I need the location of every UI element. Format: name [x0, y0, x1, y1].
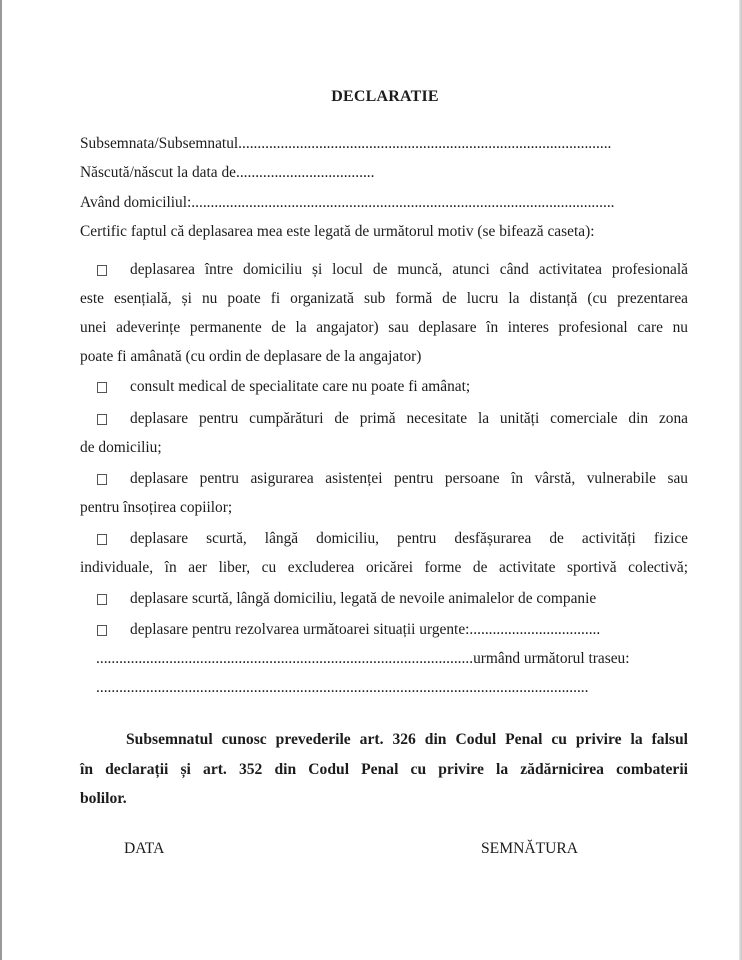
name-field[interactable]: Subsemnata/Subsemnatul................................................................................................. — [80, 135, 612, 152]
page-edge-left — [0, 0, 2, 960]
statement-line-1: Subsemnatul cunosc prevederile art. 326 din Codul Penal cu privire la falsul — [126, 731, 688, 748]
certify-instruction: Certific faptul că deplasarea mea este legată de următorul motiv (se bifează caseta): — [80, 223, 595, 240]
signature-label: SEMNĂTURA — [481, 840, 579, 857]
route-details-line[interactable]: ................................................................................................................................ — [96, 679, 589, 696]
medical-checkbox[interactable] — [97, 382, 107, 393]
exercise-checkbox[interactable] — [97, 534, 107, 545]
assistance-reason-line-2: pentru însoțirea copiilor; — [80, 499, 233, 516]
pets-checkbox[interactable] — [97, 594, 107, 605]
pets-reason-line-1: deplasare scurtă, lângă domiciliu, legată de nevoile animalelor de companie — [130, 590, 597, 607]
work-reason-line-3: unei adeverințe permanente de la angajator) sau deplasare în interes profesional care nu — [80, 319, 688, 336]
work-reason-line-2: este esențială, și nu poate fi organizată sub formă de lucru la distanță (cu prezentarea — [80, 290, 688, 307]
statement-line-2: în declarații și art. 352 din Codul Penal cu privire la zădărnicirea combaterii — [80, 761, 688, 778]
shopping-checkbox[interactable] — [97, 414, 107, 425]
assistance-checkbox[interactable] — [97, 474, 107, 485]
work-reason-line-4: poate fi amânată (cu ordin de deplasare de la angajator) — [80, 348, 422, 365]
shopping-reason-line-1: deplasare pentru cumpărături de primă necesitate la unități comerciale din zona — [130, 410, 688, 427]
assistance-reason-line-1: deplasare pentru asigurarea asistenței pentru persoane în vârstă, vulnerabile sau — [130, 470, 688, 487]
statement-line-3: bolilor. — [80, 790, 127, 807]
urgent-route-line[interactable]: ..................................................................................................urmând următorul traseu: — [96, 650, 630, 667]
urgent-checkbox[interactable] — [97, 625, 107, 636]
birth-date-field[interactable]: Născută/născut la data de.................................... — [80, 164, 375, 181]
work-reason-line-1: deplasarea între domiciliu și locul de muncă, atunci când activitatea profesională — [130, 261, 688, 278]
medical-reason-line-1: consult medical de specialitate care nu poate fi amânat; — [130, 378, 471, 395]
work-checkbox[interactable] — [97, 265, 107, 276]
exercise-reason-line-2: individuale, în aer liber, cu excluderea oricărei forme de activitate sportivă colectivă; — [80, 559, 688, 576]
date-label: DATA — [124, 840, 165, 857]
urgent-reason-line-1[interactable]: deplasare pentru rezolvarea următoarei situații urgente:.................................. — [130, 621, 601, 638]
domicile-field[interactable]: Având domiciliul:.............................................................................................................. — [80, 194, 615, 211]
shopping-reason-line-2: de domiciliu; — [80, 439, 162, 456]
exercise-reason-line-1: deplasare scurtă, lângă domiciliu, pentru desfășurarea de activități fizice — [130, 530, 688, 547]
document-title: DECLARATIE — [331, 88, 439, 105]
